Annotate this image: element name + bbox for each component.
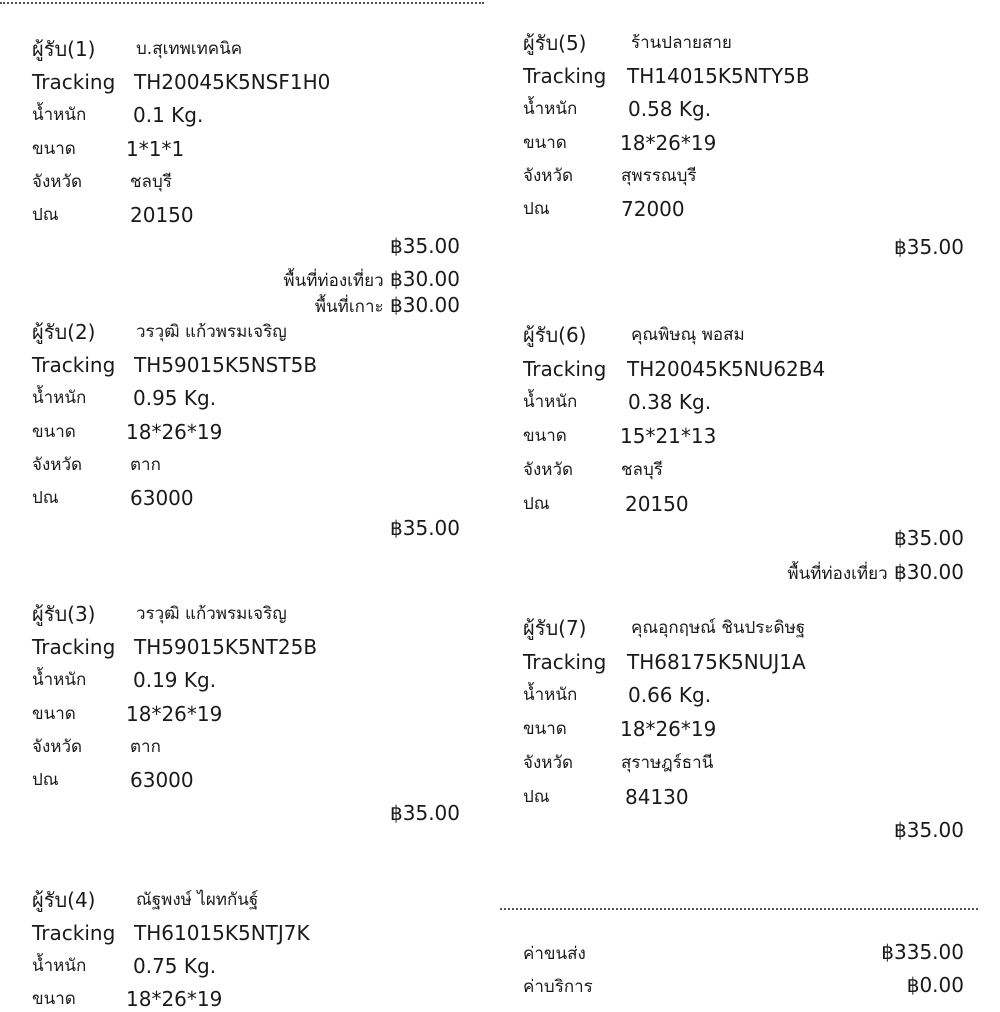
postcode-value: 63000: [130, 768, 194, 792]
size-value: 18*26*19: [620, 131, 717, 155]
tracking-number: TH61015K5NTJ7K: [134, 921, 310, 945]
size-label: ขนาด: [32, 139, 76, 159]
postcode-label: ปณ: [32, 488, 59, 508]
size-value: 18*26*19: [126, 987, 223, 1011]
size-value: 15*21*13: [620, 424, 717, 448]
recipient-number: (5): [558, 31, 587, 55]
price: ฿35.00: [390, 516, 460, 540]
recipient-label: ผู้รับ: [523, 323, 559, 347]
size-label: ขนาด: [32, 989, 76, 1009]
province-value: ตาก: [130, 737, 161, 757]
surcharge-island-area: [315, 292, 460, 320]
recipient-number: (1): [67, 37, 96, 61]
recipient-name: คุณพิษณุ พอสม: [631, 325, 745, 345]
size-label: ขนาด: [32, 422, 76, 442]
postcode-value: 20150: [130, 203, 194, 227]
weight-value: 0.38 Kg.: [628, 390, 712, 414]
price: ฿35.00: [894, 526, 964, 550]
summary-shipping-row: [523, 939, 964, 967]
price: ฿35.00: [390, 234, 460, 258]
weight-label: น้ำหนัก: [523, 392, 578, 412]
weight-label: น้ำหนัก: [523, 685, 578, 705]
size-label: ขนาด: [523, 426, 567, 446]
tracking-number: TH20045K5NU62B4: [627, 357, 826, 381]
dotted-divider-top: [0, 2, 484, 4]
size-value: 1*1*1: [126, 137, 185, 161]
province-value: สุราษฎร์ธานี: [621, 753, 714, 773]
province-value: ชลบุรี: [130, 172, 172, 192]
surcharge-amount: ฿30.00: [390, 267, 460, 291]
recipient-name: ร้านปลายสาย: [631, 33, 732, 53]
surcharge-tourist-area: [283, 266, 460, 294]
tracking-label: Tracking: [523, 357, 607, 381]
surcharge-amount: ฿30.00: [894, 560, 964, 584]
size-label: ขนาด: [523, 133, 567, 153]
postcode-label: ปณ: [32, 770, 59, 790]
shipping-label: ค่าขนส่ง: [523, 944, 586, 964]
postcode-label: ปณ: [523, 199, 550, 219]
weight-value: 0.75 Kg.: [133, 954, 217, 978]
recipient-label: ผู้รับ: [523, 31, 559, 55]
service-amount: ฿0.00: [906, 973, 964, 997]
surcharge-label: พื้นที่ท่องเที่ยว: [283, 271, 384, 291]
weight-label: น้ำหนัก: [32, 670, 87, 690]
province-label: จังหวัด: [523, 166, 574, 186]
recipient-name: วรวุฒิ แก้วพรมเจริญ: [136, 604, 287, 624]
surcharge-amount: ฿30.00: [390, 293, 460, 317]
tracking-number: TH59015K5NT25B: [134, 635, 318, 659]
tracking-number: TH14015K5NTY5B: [627, 64, 810, 88]
province-value: ชลบุรี: [621, 460, 663, 480]
weight-value: 0.1 Kg.: [133, 103, 204, 127]
postcode-label: ปณ: [523, 494, 550, 514]
province-label: จังหวัด: [523, 753, 574, 773]
recipient-number: (6): [558, 323, 587, 347]
weight-value: 0.19 Kg.: [133, 668, 217, 692]
recipient-label: ผู้รับ: [32, 37, 68, 61]
postcode-value: 84130: [625, 785, 689, 809]
tracking-label: Tracking: [32, 635, 116, 659]
weight-value: 0.58 Kg.: [628, 97, 712, 121]
tracking-label: Tracking: [32, 353, 116, 377]
tracking-number: TH20045K5NSF1H0: [134, 70, 331, 94]
size-value: 18*26*19: [126, 702, 223, 726]
recipient-number: (3): [67, 602, 96, 626]
recipient-number: (4): [67, 888, 96, 912]
province-value: ตาก: [130, 455, 161, 475]
recipient-name: ณัฐพงษ์ ไผทกันฐ์: [136, 890, 259, 910]
weight-label: น้ำหนัก: [32, 105, 87, 125]
tracking-label: Tracking: [523, 650, 607, 674]
shipping-amount: ฿335.00: [881, 940, 964, 964]
price: ฿35.00: [894, 818, 964, 842]
recipient-label: ผู้รับ: [32, 602, 68, 626]
summary-service-row: [523, 972, 964, 1000]
size-label: ขนาด: [523, 719, 567, 739]
size-value: 18*26*19: [620, 717, 717, 741]
surcharge-tourist-area: [787, 559, 964, 587]
dotted-divider-summary: [500, 908, 978, 910]
price: ฿35.00: [390, 801, 460, 825]
weight-value: 0.95 Kg.: [133, 386, 217, 410]
weight-label: น้ำหนัก: [32, 388, 87, 408]
tracking-number: TH59015K5NST5B: [134, 353, 318, 377]
weight-value: 0.66 Kg.: [628, 683, 712, 707]
province-label: จังหวัด: [32, 737, 83, 757]
province-label: จังหวัด: [523, 460, 574, 480]
weight-label: น้ำหนัก: [523, 99, 578, 119]
recipient-label: ผู้รับ: [32, 888, 68, 912]
tracking-number: TH68175K5NUJ1A: [627, 650, 806, 674]
tracking-label: Tracking: [32, 921, 116, 945]
recipient-number: (7): [558, 616, 587, 640]
recipient-label: ผู้รับ: [523, 616, 559, 640]
recipient-number: (2): [67, 320, 96, 344]
service-label: ค่าบริการ: [523, 977, 593, 997]
province-label: จังหวัด: [32, 455, 83, 475]
postcode-value: 72000: [621, 197, 685, 221]
recipient-name: คุณอุกฤษณ์ ชินประดิษฐ: [631, 618, 806, 638]
size-value: 18*26*19: [126, 420, 223, 444]
size-label: ขนาด: [32, 704, 76, 724]
weight-label: น้ำหนัก: [32, 956, 87, 976]
surcharge-label: พื้นที่ท่องเที่ยว: [787, 564, 888, 584]
price: ฿35.00: [894, 235, 964, 259]
postcode-value: 20150: [625, 492, 689, 516]
postcode-label: ปณ: [32, 205, 59, 225]
tracking-label: Tracking: [32, 70, 116, 94]
province-value: สุพรรณบุรี: [621, 166, 697, 186]
postcode-label: ปณ: [523, 787, 550, 807]
recipient-name: วรวุฒิ แก้วพรมเจริญ: [136, 322, 287, 342]
tracking-label: Tracking: [523, 64, 607, 88]
postcode-value: 63000: [130, 486, 194, 510]
recipient-label: ผู้รับ: [32, 320, 68, 344]
surcharge-label: พื้นที่เกาะ: [314, 297, 384, 317]
province-label: จังหวัด: [32, 172, 83, 192]
recipient-name: บ.สุเทพเทคนิค: [136, 39, 243, 59]
